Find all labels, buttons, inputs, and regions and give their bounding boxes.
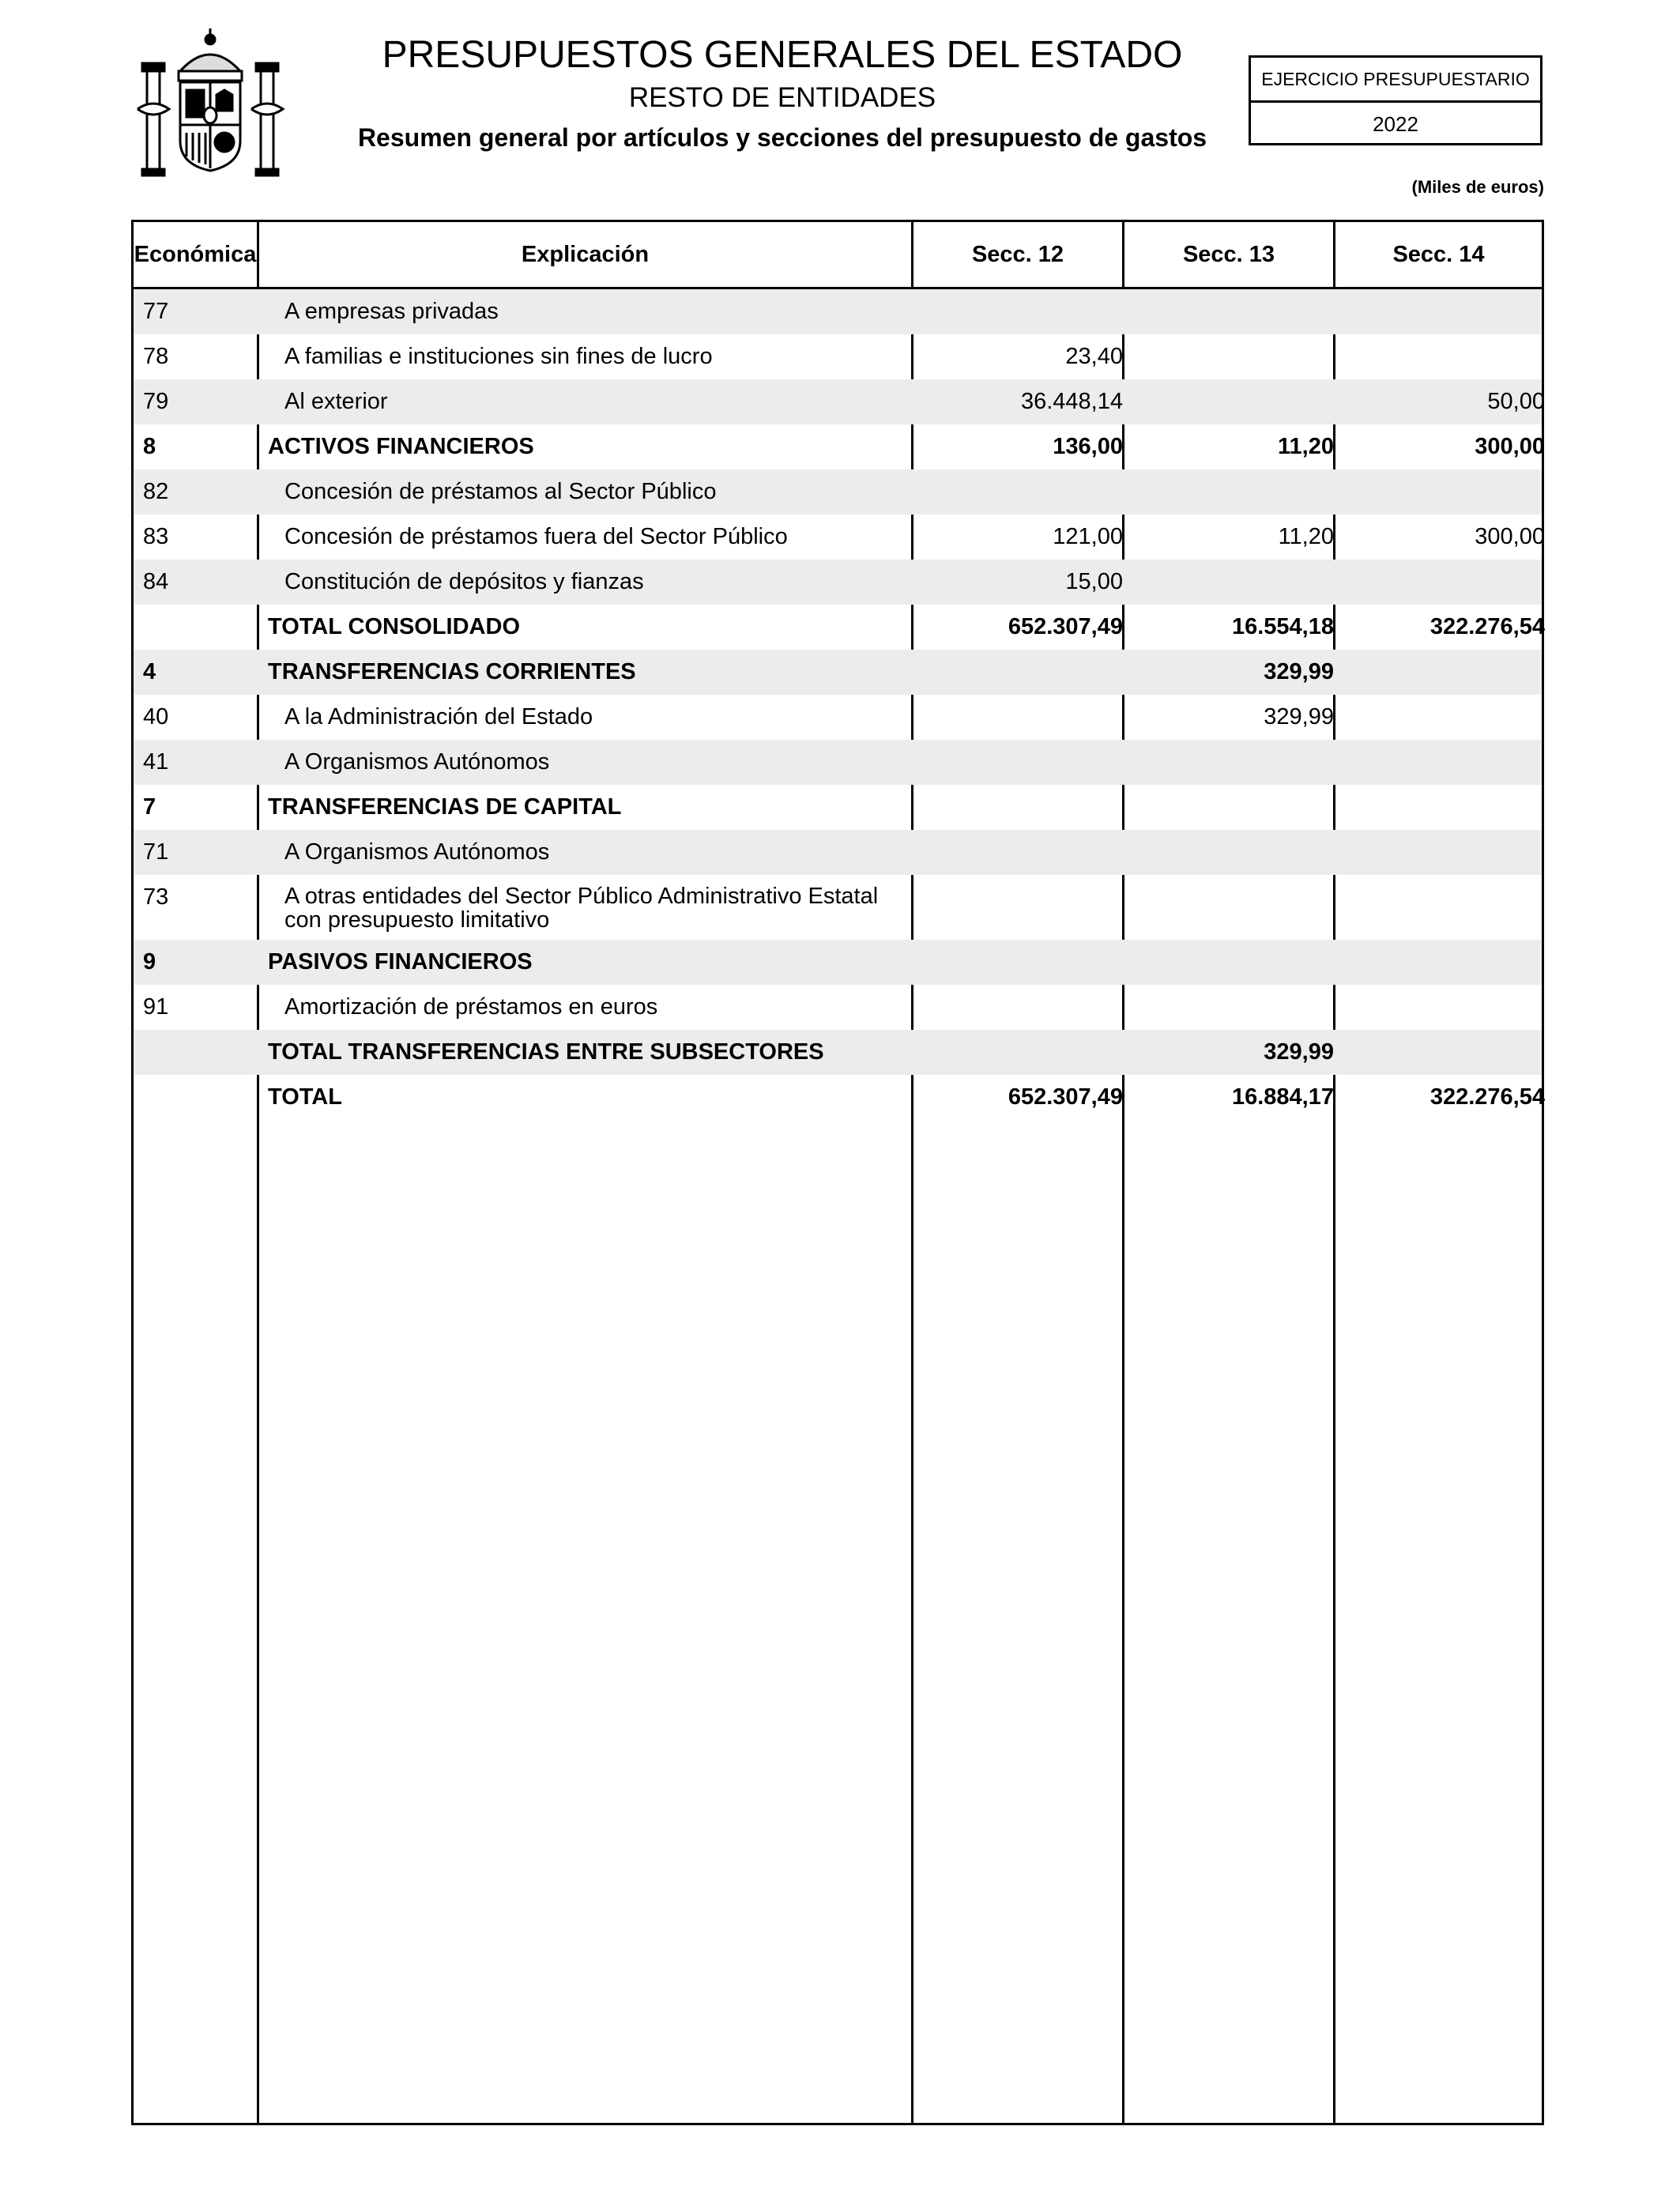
- explicacion-text: PASIVOS FINANCIEROS: [268, 949, 533, 974]
- explicacion-text: A Organismos Autónomos: [284, 749, 550, 775]
- secc-12-value: 121,00: [1053, 524, 1123, 549]
- table-header: [134, 222, 1542, 289]
- secc-14-value: 322.276,54: [1430, 614, 1545, 639]
- secc-13-value: 16.554,18: [1231, 614, 1334, 639]
- secc-14-value: 300,00: [1475, 434, 1545, 459]
- secc-12-value: 23,40: [1065, 344, 1123, 369]
- table-row: [134, 695, 1542, 740]
- table-row: [134, 940, 1542, 985]
- table-row: [134, 650, 1542, 695]
- secc-14-value: 322.276,54: [1430, 1084, 1545, 1110]
- explicacion-text: TOTAL CONSOLIDADO: [268, 614, 520, 639]
- secc-13-value: 329,99: [1264, 1039, 1334, 1065]
- budget-table: [131, 220, 1544, 2125]
- header: [316, 32, 1249, 155]
- economica-code: 40: [143, 704, 169, 729]
- economica-code: 71: [143, 839, 169, 865]
- table-row: [134, 740, 1542, 785]
- table-body: [134, 289, 1545, 1120]
- ejercicio-label: EJERCICIO PRESUPUESTARIO: [1251, 58, 1540, 103]
- column-header-economica: Económica: [134, 242, 257, 267]
- explicacion-text: TOTAL: [268, 1084, 342, 1110]
- economica-code: 4: [143, 659, 156, 684]
- secc-14-value: 50,00: [1487, 389, 1545, 414]
- table-row: [134, 424, 1545, 469]
- secc-12-value: 36.448,14: [1020, 389, 1123, 414]
- explicacion-text: A la Administración del Estado: [284, 704, 593, 729]
- column-header-explicacion: Explicación: [521, 242, 650, 267]
- economica-code: 84: [143, 569, 169, 594]
- explicacion-text: Amortización de préstamos en euros: [284, 994, 658, 1020]
- explicacion-text: [284, 875, 1043, 932]
- table-row: [134, 379, 1545, 424]
- economica-code: 73: [143, 884, 169, 910]
- table-row: [134, 830, 1542, 875]
- explicacion-text: TRANSFERENCIAS DE CAPITAL: [268, 794, 622, 820]
- secc-13-value: 329,99: [1264, 659, 1334, 684]
- explicacion-text: ACTIVOS FINANCIEROS: [268, 434, 534, 459]
- secc-12-value: 136,00: [1053, 434, 1123, 459]
- explicacion-text: Concesión de préstamos al Sector Público: [284, 479, 717, 504]
- ejercicio-box: [1249, 55, 1543, 145]
- secc-13-value: 16.884,17: [1231, 1084, 1334, 1110]
- page-description: Resumen general por artículos y secciones del presupuesto de gastos: [357, 123, 1207, 152]
- column-header-secc-13: Secc. 13: [1182, 242, 1275, 267]
- secc-12-value: 15,00: [1065, 569, 1123, 594]
- table-row: [134, 1075, 1545, 1120]
- secc-13-value: 11,20: [1278, 434, 1334, 459]
- economica-code: 7: [143, 794, 156, 820]
- economica-code: 83: [143, 524, 169, 549]
- explicacion-text: TRANSFERENCIAS CORRIENTES: [268, 659, 636, 684]
- table-row: [134, 289, 1542, 334]
- page-subtitle: RESTO DE ENTIDADES: [628, 82, 936, 113]
- explicacion-text: Al exterior: [284, 389, 388, 414]
- explicacion-text: A familias e instituciones sin fines de lucro: [284, 344, 713, 369]
- page-title: PRESUPUESTOS GENERALES DEL ESTADO: [382, 34, 1183, 76]
- economica-code: 91: [143, 994, 169, 1020]
- units-note: (Miles de euros): [1411, 177, 1544, 197]
- ejercicio-year: 2022: [1373, 112, 1418, 136]
- coat-of-arms-icon: [131, 22, 289, 180]
- table-row: [134, 469, 1542, 515]
- economica-code: 78: [143, 344, 169, 369]
- explicacion-line-1: A otras entidades del Sector Público Administrativo Estatal: [284, 884, 879, 909]
- table-row: [134, 560, 1542, 605]
- table-row: [134, 515, 1545, 560]
- economica-code: 79: [143, 389, 169, 414]
- table-row: [134, 785, 1542, 830]
- explicacion-text: A empresas privadas: [284, 299, 499, 324]
- table-row: [134, 1030, 1542, 1075]
- table-row: [134, 605, 1545, 650]
- explicacion-text: Constitución de depósitos y fianzas: [284, 569, 644, 594]
- table-row: [134, 875, 1542, 940]
- economica-code: 9: [143, 949, 156, 974]
- economica-code: 8: [143, 434, 156, 459]
- explicacion-text: A Organismos Autónomos: [284, 839, 550, 865]
- economica-code: 41: [143, 749, 169, 775]
- column-header-secc-14: Secc. 14: [1392, 242, 1485, 267]
- column-header-secc-12: Secc. 12: [971, 242, 1064, 267]
- explicacion-text: TOTAL TRANSFERENCIAS ENTRE SUBSECTORES: [268, 1039, 824, 1065]
- secc-13-value: 329,99: [1264, 704, 1334, 729]
- explicacion-text: Concesión de préstamos fuera del Sector Público: [284, 524, 788, 549]
- economica-code: 82: [143, 479, 169, 504]
- secc-12-value: 652.307,49: [1008, 614, 1123, 639]
- secc-14-value: 300,00: [1475, 524, 1545, 549]
- table-row: [134, 985, 1542, 1030]
- secc-12-value: 652.307,49: [1008, 1084, 1123, 1110]
- economica-code: 77: [143, 299, 169, 324]
- explicacion-line-2: con presupuesto limitativo: [284, 907, 550, 933]
- table-row: [134, 334, 1542, 379]
- secc-13-value: 11,20: [1278, 524, 1334, 549]
